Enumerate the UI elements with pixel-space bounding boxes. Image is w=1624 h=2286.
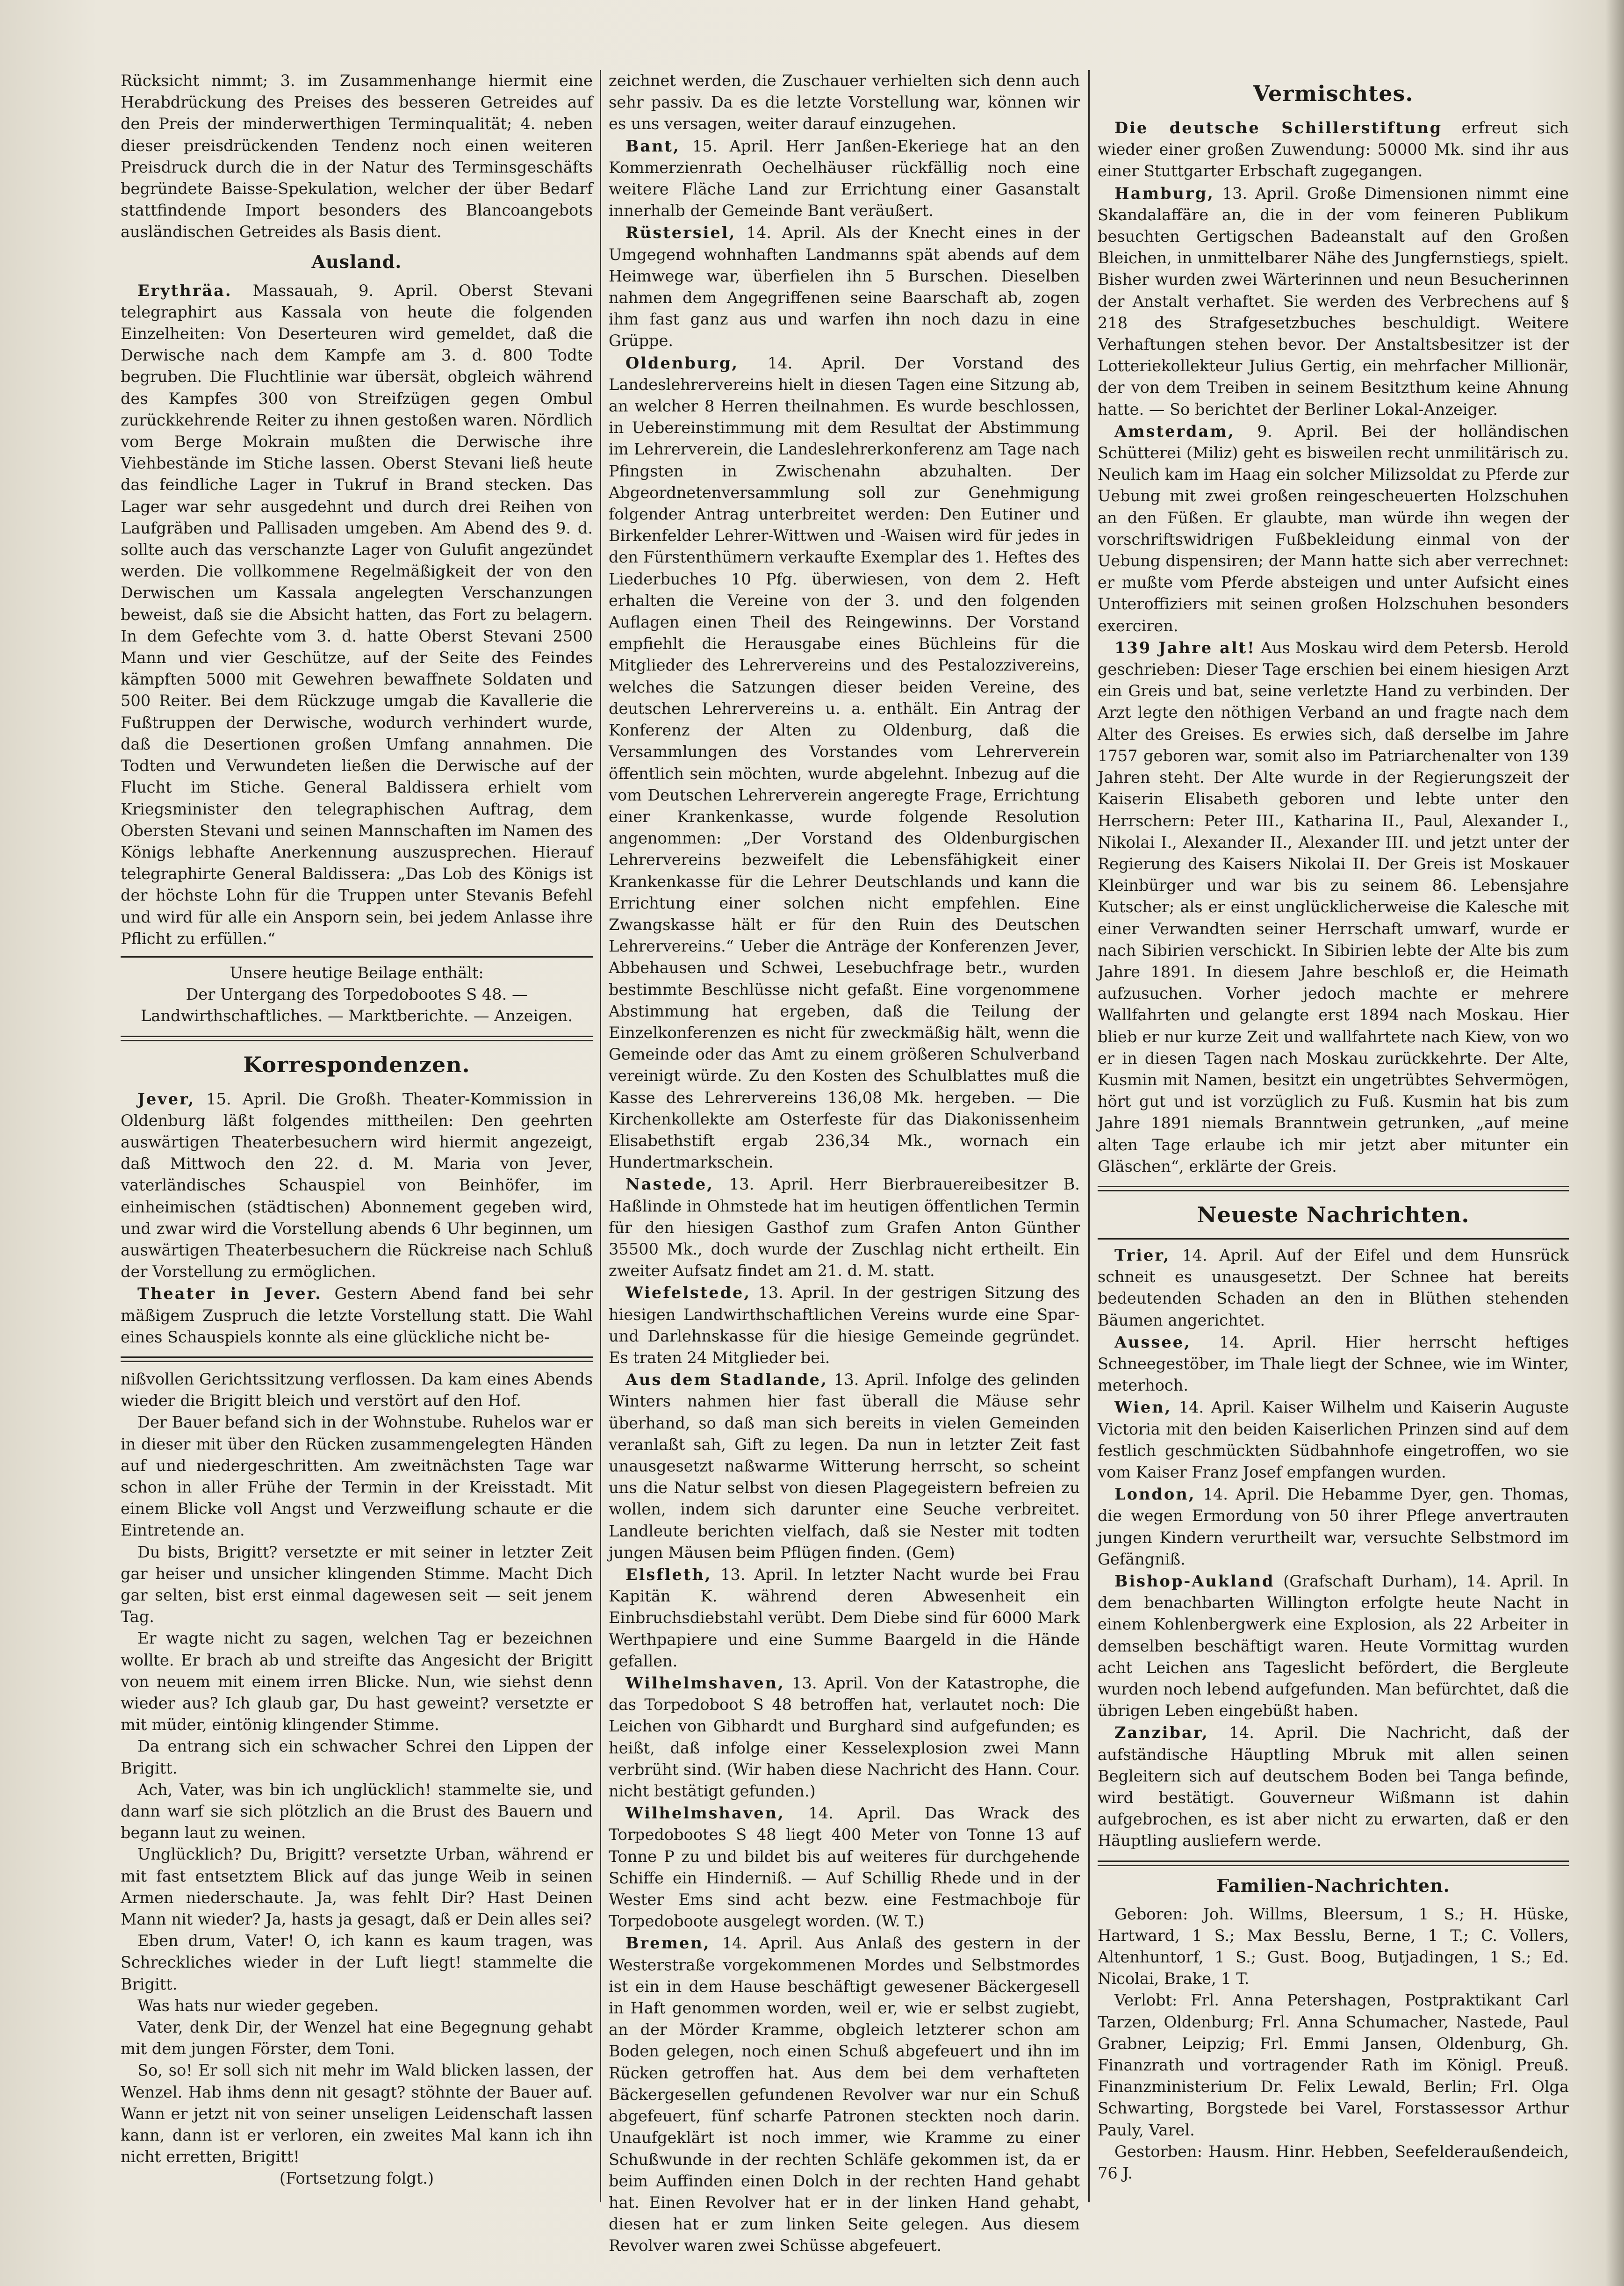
article-wilhelmshaven-2 — [609, 1802, 1080, 1932]
dateline: Oldenburg, — [625, 353, 739, 372]
dateline: Hamburg, — [1114, 183, 1214, 202]
article-text: 15. April. Herr Janßen-Ekeriege hat an den Kommerzienrath Oechelhäuser rückfällig noch eine weitere Fläche Land zur Errichtung einer Gasanstalt innerhalb der Gemeinde Bant veräußert. — [609, 137, 1080, 220]
article-text: 14. April. Das Wrack des Torpedobootes S 48 liegt 400 Meter von Tonne 13 auf Tonne P zu und bildet bis auf weiteres für durchgehende Schiffe ein Hinderniß. — Auf Schillig Rhede und in der Wester Ems sind acht bezw. eine Festmachboje für Torpedoboote ausgelegt worden. (W. T.) — [609, 1804, 1080, 1931]
article-theater — [121, 1283, 593, 1348]
article-wiefelstede — [609, 1282, 1080, 1369]
article-text: 14. April. Als der Knecht eines in der Umgegend wohnhaften Landmanns spät abends auf dem Heimwege war, überfielen ihn 5 Burschen. Dieselben nahmen dem Angegriffenen seine Baarschaft ab, zogen ihm fast ganz aus und warfen ihn noch dazu in eine Grüppe. — [609, 224, 1080, 350]
dateline: Erythräa. — [137, 281, 232, 300]
dateline: Jever, — [137, 1089, 195, 1108]
dateline: Aus dem Stadlande, — [625, 1370, 828, 1389]
novel-paragraph: Der Bauer befand sich in der Wohnstube. Ruhelos war er in dieser mit über den Rücken zusammengelegten Händen auf und niedergeschritten. Am zweitnächsten Tage war schon in aller Frühe der Termin in der Kreisstadt. Mit einem Blicke voll Angst und Verzweiflung schaute er die Eintretende an. — [121, 1413, 593, 1540]
article-text: 13. April. Herr Bierbrauereibesitzer B. Haßlinde in Ohmstede hat im heutigen öffentlichen Termin für den hiesigen Gasthof zum Grafen Anton Günther 35500 Mk., doch wurde der Zuschlag nicht ertheilt. Ein zweiter Aufsatz findet am 21. d. M. statt. — [609, 1175, 1080, 1280]
divider — [121, 1036, 593, 1041]
dateline: Wiefelstede, — [625, 1283, 751, 1302]
article-jever — [121, 1088, 593, 1283]
dateline: Amsterdam, — [1114, 421, 1235, 440]
article-hamburg — [1098, 182, 1569, 420]
article-aussee — [1098, 1331, 1569, 1397]
article-text: 14. April. Der Vorstand des Landeslehrervereins hielt in diesen Tagen eine Sitzung ab, an welcher 8 Herren theilnahmen. Es wurde beschlossen, in Uebereinstimmung mit dem Resultat der Abstimmung im Lehrerverein, die Landeslehrerkonferenz am Tage nach Pfingsten in Zwischenahn abzuhalten. Der Abgeordnetenversammlung soll zur Genehmigung folgender Antrag unterbreitet werden: Den Eutiner und Birkenfelder Lehrer-Wittwen und -Waisen wird für jedes in den Fürstenthümern verkaufte Exemplar des 1. Heftes des Liederbuches 10 Pfg. überwiesen, von dem 2. Heft erhalten die Vereine von der 3. und den folgenden Auflagen einen Theil des Reingewinns. Der Vorstand empfiehlt die Herausgabe eines Büchleins für die Mitglieder des Lehrervereins und des Pestalozzivereins, welches die Satzungen dieser beiden Vereine, des deutschen Lehrervereins u. a. enthält. Ein Antrag der Konferenz der Alten zu Oldenburg, daß die Versammlungen des Vorstandes vom Lehrerverein öffentlich sein möchten, wurde abgelehnt. Inbezug auf die vom Deutschen Lehrerverein angeregte Frage, Errichtung einer Krankenkasse, wurde folgende Resolution angenommen: „Der Vorstand des Oldenburgischen Lehrervereins bezweifelt die Lebensfähigkeit einer Krankenkasse für die Lehrer Deutschlands und kann die Errichtung einer solchen nicht empfehlen. Eine Zwangskasse hält er für den Ruin des Deutschen Lehrervereins.“ Ueber die Anträge der Konferenzen Jever, Abbehausen und Schwei, Lesebuchfrage betr., wurden bestimmte Beschlüsse nicht gefaßt. Eine vorgenommene Abstimmung hat ergeben, daß die Teilung der Einzelkonferenzen es nicht für zweckmäßig hält, wenn die Gemeinde oder das Amt zu einem größeren Schulverband vereinigt würde. Zu den Kosten des Schulblattes muß die Kasse des Lehrervereins 136,08 Mk. hergeben. — Die Kirchenkollekte am Osterfeste für das Diakonissenheim Elisabethstift ergab 236,34 Mk., wornach ein Hundertmarkschein. — [609, 353, 1080, 1172]
article-text: erfreut sich wieder einer großen Zuwendung: 50000 Mk. sind ihr aus einer Stuttgarter Erbschaft zugegangen. — [1098, 119, 1569, 180]
divider — [1098, 1186, 1569, 1191]
novel-paragraph: Vater, denk Dir, der Wenzel hat eine Begegnung gehabt mit dem jungen Förster, dem Toni. — [121, 2018, 593, 2058]
novel-paragraph: nißvollen Gerichtssitzung verflossen. Da kam eines Abends wieder die Brigitt bleich und verstört auf den Hof. — [121, 1370, 593, 1410]
article-continuation: zeichnet werden, die Zuschauer verhielten sich denn auch sehr passiv. Da es die letzte Vorstellung war, können wir es uns versagen, weiter darauf einzugehen. — [609, 72, 1080, 133]
family-deaths: Gestorben: Hausm. Hinr. Hebben, Seefelderaußendeich, 76 J. — [1098, 2142, 1569, 2183]
article-bant — [609, 135, 1080, 222]
section-heading-korrespondenzen: Korrespondenzen. — [243, 1052, 470, 1077]
article-erythraea — [121, 280, 593, 950]
article-text: Gestern Abend fand bei sehr mäßigem Zuspruch die letzte Vorstellung statt. Die Wahl eines Schauspiels konnte als eine glückliche nicht be- — [121, 1284, 593, 1346]
article-amsterdam — [1098, 420, 1569, 637]
article-stadland — [609, 1369, 1080, 1564]
dateline: Wilhelmshaven, — [625, 1803, 785, 1823]
article-139-jahre — [1098, 637, 1569, 1177]
article-text: Massauah, 9. April. Oberst Stevani telegraphirt aus Kassala von heute die folgenden Einzelheiten: Von Deserteuren wird gemeldet, daß die Derwische nach dem Kampfe am 3. d. 800 Todte begruben. Die Fluchtlinie war übersät, obgleich während des Kampfes 300 von Streifzügen gegen Ombul zurückkehrende Reiter zu ihnen gestoßen waren. Nördlich vom Berge Mokrain mußten die Derwische ihre Viehbestände im Stiche lassen. Oberst Stevani ließ heute das feindliche Lager in Tukruf in Brand stecken. Das Lager war sehr ausgedehnt und durch drei Reihen von Laufgräben und Pallisaden umgeben. Am Abend des 9. d. sollte auch das verschanzte Lager von Gulufit angezündet werden. Die vollkommene Regelmäßigkeit der von den Derwischen um Kassala angelegten Verschanzungen beweist, daß sie die Absicht hatten, das Fort zu belagern. In dem Gefechte vom 3. d. hatte Oberst Stevani 2500 Mann und vier Geschütze, auf der Seite des Feindes kämpften 5000 mit Gewehren bewaffnete Soldaten und 500 Reiter. Bei dem Rückzuge umgab die Kavallerie die Fußtruppen der Derwische, wodurch verhindert wurde, daß die Desertionen großen Umfang annahmen. Die Todten und Verwundeten ließen die Derwische auf der Flucht im Stiche. General Baldissera erhielt vom Kriegsminister den telegraphischen Auftrag, dem Obersten Stevani und seinen Mannschaften im Namen des Königs lebhafte Anerkennung auszusprechen. Hierauf telegraphirte General Baldissera: „Das Lob des Königs ist der höchste Lohn für die Truppen unter Stevanis Befehl und wird für alle ein Ansporn sein, bei jedem Anlasse ihre Pflicht zu erfüllen.“ — [121, 281, 593, 948]
article-text: 14. April. Aus Anlaß des gestern in der Westerstraße vorgekommenen Mordes und Selbstmordes ist ein in dem Hause beschäftigt gewesener Bäckergesell in Haft genommen worden, weil er, wie er selbst zugiebt, an der Mörder Kramme, obgleich letzterer schon am Boden gelegen, noch einen Schuß abgefeuert und ihn im Rücken getroffen hat. Aus dem bei dem verhafteten Bäckergesellen gefundenen Revolver war nur ein Schuß abgefeuert, fünf scharfe Patronen steckten noch darin. Unaufgeklärt ist noch immer, wie Kramme zu einer Schußwunde in der rechten Schläfe gekommen ist, da er beim Auffinden einen Dolch in der rechten Hand gehabt hat. Einen Revolver hat er in der linken Hand gehabt, diesen hat er zum linken Seite gelegen. Aus diesem Revolver waren zwei Schüsse abgefeuert. — [609, 1934, 1080, 2255]
novel-paragraph: Ach, Vater, was bin ich unglücklich! stammelte sie, und dann warf sie sich plötzlich an die Brust des Bauern und begann laut zu weinen. — [121, 1780, 593, 1842]
novel-paragraph: Er wagte nicht zu sagen, welchen Tag er bezeichnen wollte. Er brach ab und streifte das Angesicht der Brigitt von neuem mit einem irren Blicke. Nun, wie siehst denn wieder aus? Ich glaub gar, Du hast geweint? versetzte er mit müder, eintönig klingender Stimme. — [121, 1629, 593, 1734]
article-text: 15. April. Die Großh. Theater-Kommission in Oldenburg läßt folgendes mittheilen: Den geehrten auswärtigen Theaterbesuchern wird hiermit angezeigt, daß Mittwoch den 22. d. M. Maria von Jever, vaterländisches Schauspiel von Beinhöfer, im einheimischen (städtischen) Abonnement gegeben wird, und zwar wird die Vorstellung abends 6 Uhr beginnen, um auswärtigen Theaterbesuchern die Rückreise nach Schluß der Vorstellung zu ermöglichen. — [121, 1089, 593, 1281]
dateline: Wilhelmshaven, — [625, 1673, 785, 1693]
divider — [121, 956, 593, 958]
continuation-note: (Fortsetzung folgt.) — [279, 2169, 434, 2188]
novel-paragraph: Da entrang sich ein schwacher Schrei den Lippen der Brigitt. — [121, 1737, 593, 1777]
divider — [1098, 1861, 1569, 1866]
section-heading-ausland: Ausland. — [311, 251, 402, 272]
article-text: Aus Moskau wird dem Petersb. Herold geschrieben: Dieser Tage erschien bei einem hiesigen Arzt ein Greis und bat, seine verletzte Hand zu verbinden. Der Arzt legte den nöthigen Verband an und fragte nach dem Alter des Greises. Es erwies sich, daß derselbe im Jahre 1757 geboren war, somit also im Patriarchenalter von 139 Jahren steht. Der Alte wurde in der Regierungszeit der Kaiserin Elisabeth geboren und lebte unter den Herrschern: Peter III., Katharina II., Paul, Alexander I., Nikolai I., Alexander II., Alexander III. und jetzt unter der Regierung des Kaisers Nikolai II. Der Greis ist Moskauer Kleinbürger und war bis zu seinem 86. Lebensjahre Kutscher; als er einst unglücklicherweise die Kalesche mit einer Verwandten seiner Herrschaft umwarf, wurde er nach Sibirien verschickt. In Sibirien lebte der Alte bis zum Jahre 1891. In diesem Jahre beschloß er, die Heimath aufzusuchen. Vorher jedoch machte er mehrere Wallfahrten und gelangte erst 1894 nach Moskau. Hier blieb er nur kurze Zeit und wallfahrtete nach Kiew, von wo er in diesen Tagen nach Moskau zurückkehrte. Der Alte, Kusmin mit Namen, besitzt ein ungetrübtes Sehvermögen, hört gut und ist vorzüglich zu Fuß. Kusmin hat bis zum Jahre 1891 niemals Branntwein getrunken, „auf meine alten Tage erlaube ich mir jetzt aber mitunter ein Gläschen“, erklärte der Greis. — [1098, 638, 1569, 1175]
article-elsfleth — [609, 1564, 1080, 1672]
article-text: 9. April. Bei der holländischen Schütterei (Miliz) geht es bisweilen recht unmilitärisch zu. Neulich kam im Haag ein solcher Milizsoldat zu Pferde zur Uebung mit zwei großen reingescheuerten Holzschuhen an den Füßen. Er glaubte, man würde ihn wegen der vorschriftswidrigen Fußbekleidung einmal von der Uebung dispensiren; der Mann hatte sich aber verrechnet: er mußte vom Pferde absteigen und unter Aufsicht eines Unteroffiziers mit seinen großen Holzschuhen besonders exerciren. — [1098, 422, 1569, 635]
dateline: Wien, — [1114, 1398, 1172, 1417]
article-continuation: Rücksicht nimmt; 3. im Zusammenhange hiermit eine Herabdrückung des Preises des besseren Getreides auf den Preis der minderwerthigen Terminqualität; 4. neben dieser preisdrückenden Tendenz noch einen weiteren Preisdruck durch die in der Natur des Terminsgeschäfts begründete Baisse-Spekulation, welcher der über Bedarf stattfindende Import besonders des Blancoangebots ausländischen Getreides als Basis dient. — [121, 72, 593, 241]
article-text: 14. April. Kaiser Wilhelm und Kaiserin Auguste Victoria mit den beiden Kaiserlichen Prinzen sind auf dem festlich geschmückten Südbahnhofe eingetroffen, wo sie vom Kaiser Franz Josef empfangen wurden. — [1098, 1398, 1569, 1481]
article-text: (Grafschaft Durham), 14. April. In dem benachbarten Willington erfolgte heute Nacht in einem Kohlenbergwerk eine Explosion, als 22 Arbeiter in demselben beschäftigt waren. Heute Vormittag wurden acht Leichen ans Tageslicht befördert, die Bergleute wurden noch lebend aufgefunden. Man befürchtet, daß die übrigen Leben eingebüßt haben. — [1098, 1572, 1569, 1720]
dateline: Bremen, — [625, 1933, 711, 1953]
article-text: 14. April. Auf der Eifel und dem Hunsrück schneit es unausgesetzt. Der Schnee hat bereits bedeutenden Schaden an den in Blüthen stehenden Bäumen angerichtet. — [1098, 1246, 1569, 1329]
family-births: Geboren: Joh. Willms, Bleersum, 1 S.; H. Hüske, Hartward, 1 S.; Max Besslu, Berne, 1 T.; C. Vollers, Altenhuntorf, 1 S.; Gust. Boog, Butjadingen, 1 S.; Ed. Nicolai, Brake, 1 T. — [1098, 1904, 1569, 1988]
novel-paragraph: So, so! Er soll sich nit mehr im Wald blicken lassen, der Wenzel. Hab ihms denn nit gesagt? stöhnte der Bauer auf. Wann er jetzt nit von seiner unseligen Leidenschaft lassen kann, dann ist er verloren, ein zweites Mal kann ich ihn nicht erretten, Brigitt! — [121, 2061, 593, 2166]
article-london — [1098, 1483, 1569, 1570]
article-oldenburg — [609, 352, 1080, 1174]
novel-paragraph: Eben drum, Vater! O, ich kann es kaum tragen, was Schreckliches wieder in der Luft liegt! stammelte die Brigitt. — [121, 1932, 593, 1993]
article-text: 13. April. Große Dimensionen nimmt eine Skandalaffäre an, die in der vom feineren Publikum besuchten Gertigschen Badeanstalt auf den Großen Bleichen, in unmittelbarer Nähe des Jungfernstiegs, spielt. Bisher wurden zwei Wärterinnen und neun Besucherinnen der Anstalt verhaftet. Sie werden des Verbrechens auf § 218 des Strafgesetzbuches beschuldigt. Weitere Verhaftungen stehen bevor. Der Anstaltsbesitzer ist der Lotteriekollekteur Julius Gertig, ein mehrfacher Millionär, der von dem Treiben in seinem Besitzthum keine Ahnung hatte. — So berichtet der Berliner Lokal-Anzeiger. — [1098, 184, 1569, 418]
article-text: 14. April. Die Nachricht, daß der aufständische Häuptling Mbruk mit allen seinen Begleitern sich auf deutschem Boden bei Tanga befinde, wird bestätigt. Gouverneur Wißmann ist dahin aufgebrochen, es ist aber nicht zu erwarten, daß er den Häuptling ausliefern werde. — [1098, 1724, 1569, 1850]
beilage-text: Der Untergang des Torpedobootes S 48. — Landwirthschaftliches. — Marktberichte. — Anzeigen. — [141, 985, 573, 1025]
dateline: London, — [1114, 1485, 1196, 1504]
article-wien — [1098, 1396, 1569, 1483]
article-trier — [1098, 1244, 1569, 1331]
dateline: Trier, — [1114, 1245, 1171, 1264]
article-text: 13. April. In der gestrigen Sitzung des hiesigen Landwirthschaftlichen Vereins wurde eine Spar- und Darlehnskasse für die hiesige Gemeinde gegründet. Es traten 24 Mitglieder bei. — [609, 1284, 1080, 1367]
column-2 — [609, 70, 1080, 2255]
article-zanzibar — [1098, 1722, 1569, 1852]
article-text: 13. April. Infolge des gelinden Winters nahmen hier fast überall die Mäuse sehr überhand, so daß man sich bereits in vielen Gemeinden veranlaßt sah, Gift zu legen. Da nun in letzter Zeit fast unausgesetzt naßwarme Witterung herrscht, so scheint uns die Natur selbst von diesen Plagegeistern befreien zu wollen, indem sich darunter eine Seuche verbreitet. Landleute berichten vielfach, daß sie Nester mit todten jungen Mäusen beim Pflügen finden. (Gem) — [609, 1370, 1080, 1562]
article-schillerstiftung — [1098, 117, 1569, 182]
article-nastede — [609, 1173, 1080, 1282]
section-heading-familien-nachrichten: Familien-Nachrichten. — [1216, 1875, 1450, 1896]
divider — [1098, 1238, 1569, 1240]
dateline: 139 Jahre alt! — [1114, 638, 1256, 657]
article-text: 13. April. In letzter Nacht wurde bei Frau Kapitän K. während deren Abwesenheit ein Einbruchsdiebstahl verübt. Dem Diebe sind für 6000 Mark Werthpapiere und eine Summe Baargeld in die Hände gefallen. — [609, 1565, 1080, 1670]
article-bremen — [609, 1932, 1080, 2257]
column-divider — [1088, 70, 1090, 2202]
page-edge-shadow — [1605, 0, 1624, 2286]
dateline: Die deutsche Schillerstiftung — [1114, 118, 1443, 137]
novel-paragraph: Du bists, Brigitt? versetzte er mit seiner in letzter Zeit gar heiser und unsicher klingenden Stimme. Macht Dich gar selten, bist erst einmal dagewesen seit — seit jenem Tag. — [121, 1543, 593, 1626]
dateline: Bant, — [625, 136, 680, 155]
article-text: 14. April. Die Hebamme Dyer, gen. Thomas, die wegen Ermordung von 50 ihrer Pflege anvertrauten jungen Kindern verurtheilt war, versuchte Selbstmord im Gefängniß. — [1098, 1485, 1569, 1568]
family-engagements: Verlobt: Frl. Anna Petershagen, Postpraktikant Carl Tarzen, Oldenburg; Frl. Anna Schumacher, Nastede, Paul Grabner, Leipzig; Frl. Emmi Jansen, Oldenburg, Gh. Finanzrath und vortragender Rath im Königl. Preuß. Finanzministerium Dr. Felix Lewald, Berlin; Frl. Olga Schwarting, Borgstede bei Varel, Forstassessor Arthur Pauly, Varel. — [1098, 1991, 1569, 2139]
article-ruestersiel — [609, 222, 1080, 352]
column-3 — [1098, 70, 1569, 2202]
column-1 — [121, 70, 593, 2202]
feuilleton-divider — [121, 1356, 593, 1362]
beilage-title: Unsere heutige Beilage enthält: — [230, 963, 484, 982]
article-wilhelmshaven-1 — [609, 1672, 1080, 1802]
article-text: 14. April. Hier herrscht heftiges Schneegestöber, im Thale liegt der Schnee, wie im Winter, meterhoch. — [1098, 1333, 1569, 1395]
dateline: Bishop-Aukland — [1114, 1572, 1275, 1590]
article-text: 13. April. Von der Katastrophe, die das Torpedoboot S 48 betroffen hat, verlautet noch: Die Leichen von Gibhardt und Burghard sind aufgefunden; es heißt, daß infolge einer Kesselexplosion zwei Mann verbrüht sind. (Wir haben diese Nachricht des Hann. Cour. nicht bestätigt gefunden.) — [609, 1674, 1080, 1801]
column-divider — [600, 70, 601, 2202]
novel-paragraph: Was hats nur wieder gegeben. — [137, 1996, 379, 2015]
section-heading-vermischtes: Vermischtes. — [1253, 81, 1414, 106]
dateline: Nastede, — [625, 1175, 714, 1194]
dateline: Rüstersiel, — [625, 223, 736, 242]
dateline: Elsfleth, — [625, 1565, 712, 1584]
section-heading-neueste-nachrichten: Neueste Nachrichten. — [1197, 1202, 1470, 1227]
novel-paragraph: Unglücklich? Du, Brigitt? versetzte Urban, während er mit fast entsetztem Blick auf das junge Weib in seinen Armen niederschaute. Ja, was fehlt Dir? Hast Deinen Mann nit wieder? Ja, hasts ja gesagt, daß er Dein alles sei? — [121, 1845, 593, 1929]
article-bishop-aukland — [1098, 1570, 1569, 1722]
dateline: Zanzibar, — [1114, 1723, 1209, 1742]
dateline: Aussee, — [1114, 1332, 1191, 1351]
dateline: Theater in Jever. — [137, 1284, 322, 1303]
